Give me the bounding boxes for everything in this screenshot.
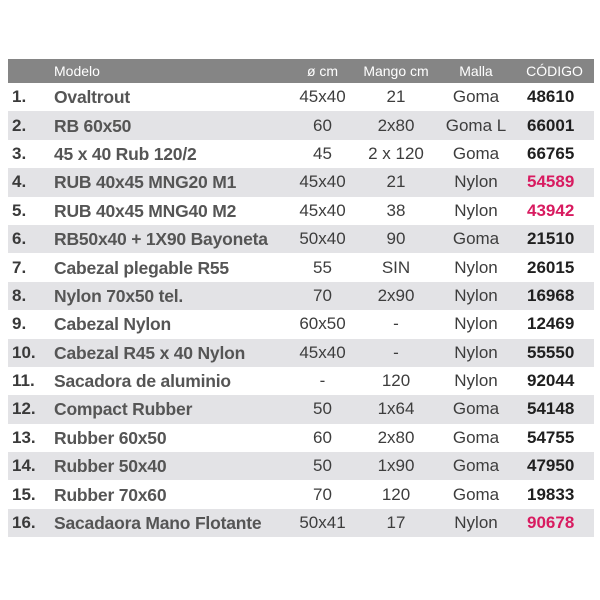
row-number: 10. (12, 342, 36, 362)
row-codigo: 48610 (527, 87, 575, 107)
table-row (8, 225, 594, 253)
row-modelo: Compact Rubber (54, 399, 193, 420)
row-modelo: RB 60x50 (54, 115, 132, 136)
row-malla: Goma (452, 427, 500, 447)
row-modelo: RB50x40 + 1X90 Bayoneta (54, 229, 268, 250)
row-number: 9. (12, 314, 27, 334)
product-table-container (8, 59, 594, 537)
row-number: 7. (12, 257, 27, 277)
header-number (8, 59, 50, 83)
product-table (8, 59, 594, 537)
row-codigo: 55550 (527, 342, 575, 362)
row-diametro: 45x40 (299, 172, 346, 192)
table-row (8, 168, 594, 196)
row-codigo: 92044 (527, 371, 575, 391)
row-codigo: 16968 (527, 285, 575, 305)
row-diametro: 45 (313, 143, 332, 163)
row-malla: Nylon (454, 513, 498, 533)
table-row (8, 111, 594, 139)
row-malla: Goma L (445, 115, 507, 135)
row-diametro: 50x40 (299, 229, 346, 249)
row-codigo: 54589 (527, 172, 575, 192)
table-row (8, 282, 594, 310)
row-modelo: Cabezal Nylon (54, 314, 172, 335)
row-codigo: 19833 (527, 484, 575, 504)
row-codigo: 54148 (527, 399, 575, 419)
table-row (8, 197, 594, 225)
row-modelo: Rubber 50x40 (54, 456, 167, 477)
row-number: 13. (12, 427, 36, 447)
table-row (8, 140, 594, 168)
table-header (8, 59, 594, 83)
row-modelo: Nylon 70x50 tel. (54, 285, 184, 306)
header-row (8, 59, 594, 83)
row-mango: 2x80 (377, 427, 415, 447)
row-malla: Nylon (454, 371, 498, 391)
row-codigo: 21510 (527, 229, 575, 249)
row-malla: Goma (452, 399, 500, 419)
row-diametro: 60x50 (299, 314, 346, 334)
row-number: 12. (12, 399, 36, 419)
row-codigo: 47950 (527, 456, 575, 476)
table-row (8, 367, 594, 395)
row-malla: Nylon (454, 342, 498, 362)
row-number: 8. (12, 285, 27, 305)
row-number: 3. (12, 143, 27, 163)
row-modelo: Sacadaora Mano Flotante (54, 513, 262, 534)
table-body (8, 83, 594, 537)
header-malla: Malla (459, 63, 493, 79)
row-mango: 1x90 (377, 456, 415, 476)
row-diametro: 50 (313, 399, 332, 419)
row-diametro: 45x40 (299, 342, 346, 362)
row-malla: Goma (452, 456, 500, 476)
row-diametro: - (319, 371, 326, 391)
row-malla: Nylon (454, 314, 498, 334)
row-modelo: Cabezal R45 x 40 Nylon (54, 342, 246, 363)
row-mango: 120 (381, 371, 411, 391)
row-mango: 2 x 120 (368, 143, 424, 163)
row-mango: 2x90 (377, 285, 415, 305)
row-codigo: 26015 (527, 257, 575, 277)
row-malla: Nylon (454, 200, 498, 220)
row-diametro: 50x41 (299, 513, 346, 533)
row-mango: 38 (386, 200, 406, 220)
header-diametro: ø cm (306, 63, 339, 79)
row-modelo: Rubber 60x50 (54, 427, 167, 448)
row-mango: 2x80 (377, 115, 415, 135)
row-modelo: Sacadora de aluminio (54, 371, 231, 392)
header-codigo: CÓDIGO (526, 63, 583, 79)
row-mango: 21 (386, 87, 406, 107)
row-number: 11. (12, 371, 35, 391)
row-modelo: RUB 40x45 MNG20 M1 (54, 172, 237, 193)
row-mango: 17 (386, 513, 406, 533)
table-row (8, 83, 594, 111)
table-row (8, 509, 594, 537)
row-diametro: 45x40 (299, 87, 346, 107)
row-diametro: 70 (313, 484, 332, 504)
row-malla: Nylon (454, 285, 498, 305)
header-mango: Mango cm (363, 63, 429, 79)
row-number: 4. (12, 172, 27, 192)
row-malla: Nylon (454, 172, 498, 192)
header-modelo: Modelo (54, 63, 100, 79)
row-number: 5. (12, 200, 27, 220)
row-malla: Goma (452, 143, 500, 163)
row-modelo: RUB 40x45 MNG40 M2 (54, 200, 237, 221)
row-codigo: 90678 (527, 513, 575, 533)
row-number: 15. (12, 484, 36, 504)
row-mango: 1x64 (377, 399, 415, 419)
row-mango: 90 (386, 229, 406, 249)
row-codigo: 66765 (527, 143, 575, 163)
row-diametro: 55 (313, 257, 332, 277)
row-diametro: 45x40 (299, 200, 346, 220)
table-row (8, 480, 594, 508)
table-row (8, 395, 594, 423)
row-diametro: 60 (313, 115, 332, 135)
table-row (8, 310, 594, 338)
row-number: 1. (12, 87, 27, 107)
row-malla: Goma (452, 484, 500, 504)
row-diametro: 60 (313, 427, 332, 447)
row-number: 16. (12, 513, 36, 533)
table-row (8, 452, 594, 480)
row-malla: Goma (452, 229, 500, 249)
row-modelo: Cabezal plegable R55 (54, 257, 229, 278)
table-row (8, 253, 594, 281)
row-mango: 21 (386, 172, 406, 192)
row-mango: - (393, 342, 399, 362)
row-modelo: Rubber 70x60 (54, 484, 167, 505)
row-mango: SIN (381, 257, 411, 277)
row-malla: Nylon (454, 257, 498, 277)
row-diametro: 70 (313, 285, 332, 305)
row-mango: - (393, 314, 399, 334)
row-codigo: 12469 (527, 314, 575, 334)
row-modelo: Ovaltrout (54, 87, 130, 108)
row-codigo: 54755 (527, 427, 575, 447)
row-number: 14. (12, 456, 36, 476)
table-row (8, 424, 594, 452)
row-number: 6. (12, 229, 27, 249)
row-codigo: 66001 (527, 115, 575, 135)
table-row (8, 339, 594, 367)
row-diametro: 50 (313, 456, 332, 476)
row-codigo: 43942 (527, 200, 575, 220)
row-modelo: 45 x 40 Rub 120/2 (54, 143, 197, 164)
row-malla: Goma (452, 87, 500, 107)
row-number: 2. (12, 115, 27, 135)
row-mango: 120 (381, 484, 411, 504)
